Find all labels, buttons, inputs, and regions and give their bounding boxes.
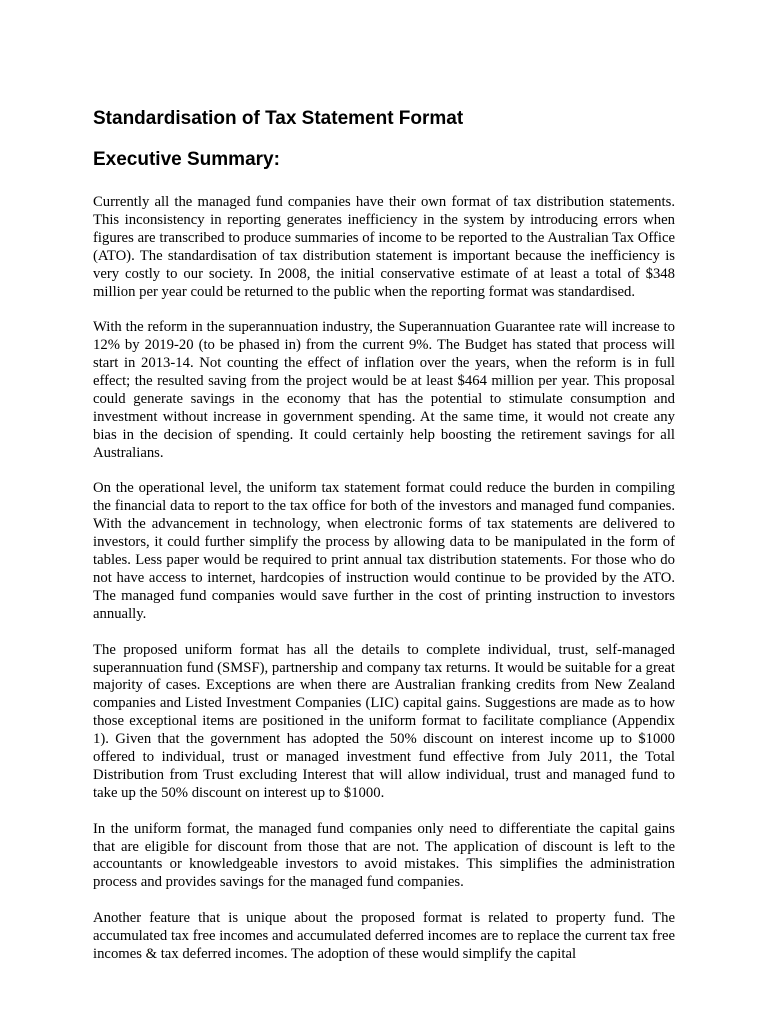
- paragraph: With the reform in the superannuation industry, the Superannuation Guarantee rate will increase to 12% by 2019-20 (to be phased in) from the current 9%. The Budget has stated that process will start in 2013-14. Not counting the effect of inflation over the years, when the reform is in full effect; the resulted saving from the project would be at least $464 million per year. This proposal could generate savings in the economy that has the potential to stimulate consumption and investment without increase in government spending. At the same time, it would not create any bias in the decision of spending. It could certainly help boosting the retirement savings for all Australians.: [93, 319, 675, 461]
- paragraph: Another feature that is unique about the proposed format is related to property fund. The accumulated tax free incomes and accumulated deferred incomes are to replace the current tax free incomes & tax deferred incomes. The adoption of these would simplify the capital: [93, 910, 675, 962]
- paragraph: On the operational level, the uniform tax statement format could reduce the burden in compiling the financial data to report to the tax office for both of the investors and managed fund companies. With the advancement in technology, when electronic forms of tax statements are delivered to investors, it could further simplify the process by allowing data to be manipulated in the form of tables. Less paper would be required to print annual tax distribution statements. For those who do not have access to internet, hardcopies of instruction would continue to be provided by the ATO. The managed fund companies would save further in the cost of printing instruction to investors annually.: [93, 480, 675, 622]
- paragraph: Currently all the managed fund companies have their own format of tax distribution statements. This inconsistency in reporting generates inefficiency in the system by introducing errors when figures are transcribed to produce summaries of income to be reported to the Australian Tax Office (ATO). The standardisation of tax distribution statement is important because the inefficiency is very costly to our society. In 2008, the initial conservative estimate of at least a total of $348 million per year could be returned to the public when the reporting format was standardised.: [93, 194, 675, 300]
- paragraph: In the uniform format, the managed fund companies only need to differentiate the capital gains that are eligible for discount from those that are not. The application of discount is left to the accountants or knowledgeable investors to avoid mistakes. This simplifies the administration process and provides savings for the managed fund companies.: [93, 820, 675, 891]
- document-body: [93, 194, 675, 982]
- section-heading: Executive Summary:: [93, 149, 280, 170]
- document-title: Standardisation of Tax Statement Format: [93, 108, 464, 129]
- paragraph: The proposed uniform format has all the details to complete individual, trust, self-managed superannuation fund (SMSF), partnership and company tax returns. It would be suitable for a great majority of cases. Exceptions are when there are Australian franking credits from New Zealand companies and Listed Investment Companies (LIC) capital gains. Suggestions are made as to how those exceptional items are positioned in the uniform format to facilitate compliance (Appendix 1). Given that the government has adopted the 50% discount on interest income up to $1000 offered to individual, trust or managed investment fund effective from July 2011, the Total Distribution from Trust excluding Interest that will allow individual, trust and managed fund to take up the 50% discount on interest up to $1000.: [93, 641, 675, 801]
